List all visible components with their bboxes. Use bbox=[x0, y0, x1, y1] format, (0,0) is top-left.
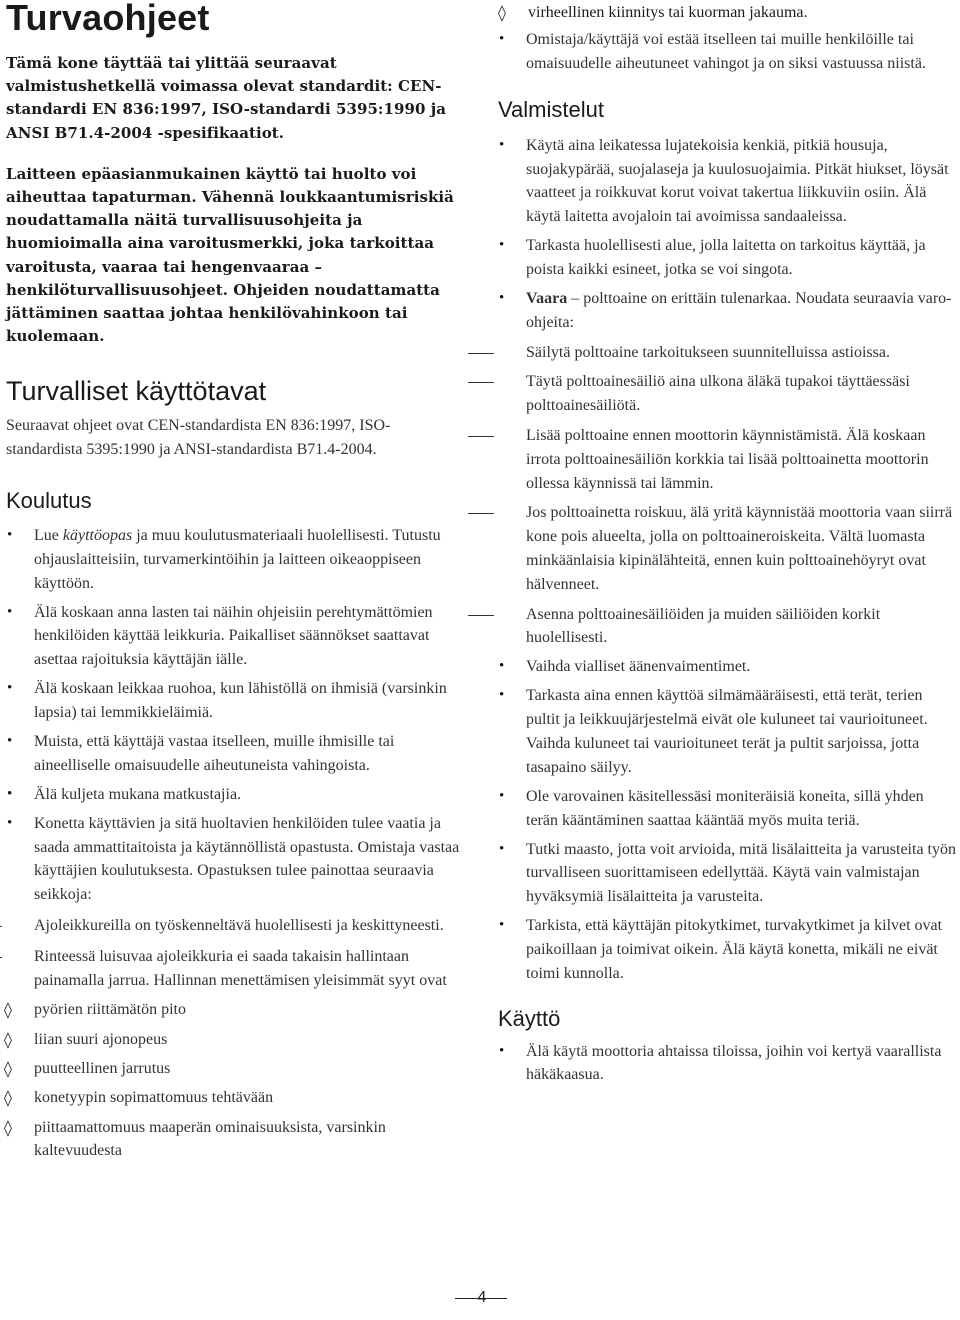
list-item: ◊ piittaamattomuus maaperän ominaisuuksista, varsinkin kaltevuudesta bbox=[4, 1116, 462, 1164]
manual-reference: käyttöopas bbox=[62, 527, 133, 545]
danger-label: Vaara bbox=[526, 290, 568, 308]
control-loss-causes-continued bbox=[528, 1, 956, 25]
right-column bbox=[498, 0, 956, 1087]
list-item: ◊ virheellinen kiinnitys tai kuorman jakauma. bbox=[498, 1, 956, 25]
list-item: • Älä kuljeta mukana matkustajia. bbox=[6, 783, 462, 807]
list-item: • Lue käyttöopas ja muu koulutusmateriaali huolellisesti. Tutustu ohjauslaitteisiin, turvamerkintöihin ja laitteen oikeaoppiseen käyttöön. bbox=[6, 524, 462, 595]
list-item: ◊ liian suuri ajonopeus bbox=[4, 1028, 462, 1052]
list-item: • Älä koskaan anna lasten tai näihin ohjeisiin perehtymättömien henkilöiden käyttää leikkuria. Paikalliset säännökset saattavat asettaa rajoituksia käyttäjän iälle. bbox=[6, 601, 462, 672]
list-item: • Tarkasta huolellisesti alue, jolla laitetta on tarkoitus käyttää, ja poista kaikki esineet, jotka se voi singota. bbox=[498, 234, 956, 282]
list-item: ◊ konetyypin sopimattomuus tehtävään bbox=[4, 1086, 462, 1110]
list-item: • Tutki maasto, jotta voit arvioida, mitä lisälaitteita ja varusteita työn turvalliseen suorittamiseen edellyttää. Käytä vain valmistajan hyväksymiä lisälaitteita ja varusteita. bbox=[498, 838, 956, 909]
operation-list bbox=[498, 1040, 956, 1088]
list-item: • Omistaja/käyttäjä voi estää itselleen tai muille henkilöille tai omaisuudelle aiheutuneet vahingot ja on siksi vastuussa niistä. bbox=[498, 28, 956, 76]
preparation-list bbox=[498, 134, 956, 986]
training-sublist bbox=[34, 914, 462, 1163]
list-item: • Tarkasta aina ennen käyttöä silmämääräisesti, että terät, terien pultit ja leikkuujärjestelmä eivät ole kuluneet tai vaurioituneet. Vaihda kuluneet tai vaurioituneet terät ja pultit sarjoissa, jotta tasapaino säilyy. bbox=[498, 684, 956, 779]
safe-practices-heading: Turvalliset käyttötavat bbox=[6, 376, 267, 407]
list-item: Täytä polttoainesäiliö aina ulkona äläkä tupakoi täyttäessäsi polttoainesäiliötä. bbox=[468, 370, 956, 418]
preparation-heading: Valmistelut bbox=[498, 96, 604, 122]
page-title: Turvaohjeet bbox=[6, 0, 210, 38]
list-item: ◊ pyörien riittämätön pito bbox=[4, 998, 462, 1022]
training-list bbox=[6, 524, 462, 1163]
safe-practices-intro: Seuraavat ohjeet ovat CEN-standardista EN 836:1997, ISO-standardista 5395:1990 ja ANSI-standardista B71.4-2004. bbox=[6, 417, 391, 459]
list-item: • Käytä aina leikatessa lujatekoisia kenkiä, pitkiä housuja, suojakypärää, suojalaseja ja kuulosuojaimia. Pitkät hiukset, löysät vaatteet ja roikkuvat korut voivat takertua liikkuviin osiin. Älä käytä laitetta avojaloin tai avoimissa sandaaleissa. bbox=[498, 134, 956, 229]
list-item: Rinteessä luisuvaa ajoleikkuria ei saada takaisin hallintaan painamalla jarrua. Hallinnan menettämisen yleisimmät syyt ovat ◊ pyörien riittämätön pito ◊ liian suuri ajonopeus ◊ puutteellinen jarrutus ◊ konetyypin sopimattomuus tehtävään ◊ piittaamattomuus maaperän ominaisuuksista, varsinkin kaltevuudesta bbox=[0, 945, 462, 1163]
list-item: • Älä koskaan leikkaa ruohoa, kun lähistöllä on ihmisiä (varsinkin lapsia) tai lemmikkieläimiä. bbox=[6, 677, 462, 725]
list-item: • Tarkista, että käyttäjän pitokytkimet, turvakytkimet ja kilvet ovat paikoillaan ja toimivat oikein. Älä käytä konetta, mikäli ne eivät toimi kunnolla. bbox=[498, 914, 956, 985]
operation-heading: Käyttö bbox=[498, 1005, 561, 1031]
page-number: 4 bbox=[477, 1289, 487, 1306]
hazard-warning: Laitteen epäasianmukainen käyttö tai huolto voi aiheuttaa tapaturman. Vähennä loukkaantumisriskiä noudattamalla näitä turvallisuusohjeita ja huomioimalla aina varoitusmerkki, joka tarkoittaa varoitusta, vaaraa tai hengenvaaraa – henkilöturvallisuusohjeet. Ohjeiden noudattamatta jättäminen saattaa johtaa henkilövahinkoon tai kuolemaan. bbox=[6, 164, 454, 346]
list-item: Asenna polttoainesäiliöiden ja muiden säiliöiden korkit huolellisesti. bbox=[468, 603, 956, 651]
list-item: • Vaihda vialliset äänenvaimentimet. bbox=[498, 655, 956, 679]
list-item: • Konetta käyttävien ja sitä huoltavien henkilöiden tulee vaatia ja saada ammattitaitoista ja käytännöllistä opastusta. Omistaja vastaa käyttäjien koulutuksesta. Opastuksen tulee painottaa seuraavia seikkoja: Ajoleikkureilla on työskenneltävä huolellisesti ja keskittyneesti. Rinteessä luisuvaa ajoleikkuria ei saada takaisin hallintaan painamalla jarrua. Hallinnan menettämisen yleisimmät syyt ovat ◊ pyörien riittämätön pito ◊ liian suuri ajonopeus ◊ puutteellinen jarrutus ◊ konetyypin sopimattomuus tehtävään ◊ piittaamattomuus maaperän ominaisuuksista, varsinkin kaltevuudesta bbox=[6, 812, 462, 1163]
left-column bbox=[6, 0, 462, 1169]
training-list-continued bbox=[498, 28, 956, 76]
control-loss-causes bbox=[4, 998, 462, 1163]
list-item: Jos polttoainetta roiskuu, älä yritä käynnistää moottoria vaan siirrä kone pois alueelta, jolla on polttoaineroiskeita. Vältä luomasta minkäänlaisia kipinälähteitä, ennen kuin polttoainehöyryt ovat hälvenneet. bbox=[468, 501, 956, 596]
standards-warning: Tämä kone täyttää tai ylittää seuraavat valmistushetkellä voimassa olevat standardit: CEN-standardi EN 836:1997, ISO-standardi 5395:1990 ja ANSI B71.4-2004 -spesifikaatiot. bbox=[6, 54, 446, 142]
list-item: ◊ puutteellinen jarrutus bbox=[4, 1057, 462, 1081]
list-item: • Älä käytä moottoria ahtaissa tiloissa, joihin voi kertyä vaarallista häkäkaasua. bbox=[498, 1040, 956, 1088]
fuel-precautions bbox=[526, 341, 956, 651]
list-item: Lisää polttoaine ennen moottorin käynnistämistä. Älä koskaan irrota polttoainesäiliön korkkia tai lisää polttoainetta moottorin ollessa käynnissä tai lämmin. bbox=[468, 424, 956, 495]
list-item: • Muista, että käyttäjä vastaa itselleen, muille ihmisille tai aineelliselle omaisuudelle aiheutuneista vahingoista. bbox=[6, 730, 462, 778]
list-item: Ajoleikkureilla on työskenneltävä huolellisesti ja keskittyneesti. bbox=[0, 914, 462, 938]
list-item: • Ole varovainen käsitellessäsi moniteräisiä koneita, sillä yhden terän kääntäminen saattaa kääntää myös muita teriä. bbox=[498, 785, 956, 833]
list-item: Säilytä polttoaine tarkoitukseen suunnitelluissa astioissa. bbox=[468, 341, 956, 365]
list-item: • Vaara – polttoaine on erittäin tulenarkaa. Noudata seuraavia varo-ohjeita: Säilytä polttoaine tarkoitukseen suunnitelluissa astioissa. Täytä polttoainesäiliö aina ulkona äläkä tupakoi täyttäessäsi polttoainesäiliötä. Lisää polttoaine ennen moottorin käynnistämistä. Älä koskaan irrota polttoainesäiliön korkkia tai lisää polttoainetta moottorin ollessa käynnissä tai lämmin. Jos polttoainetta roiskuu, älä yritä käynnistää moottoria vaan siirrä kone pois alueelta, jolla on polttoaineroiskeita. Vältä luomasta minkäänlaisia kipinälähteitä, ennen kuin polttoainehöyryt ovat hälvenneet. Asenna polttoainesäiliöiden ja muiden säiliöiden korkit huolellisesti. bbox=[498, 287, 956, 650]
training-heading: Koulutus bbox=[6, 488, 92, 514]
